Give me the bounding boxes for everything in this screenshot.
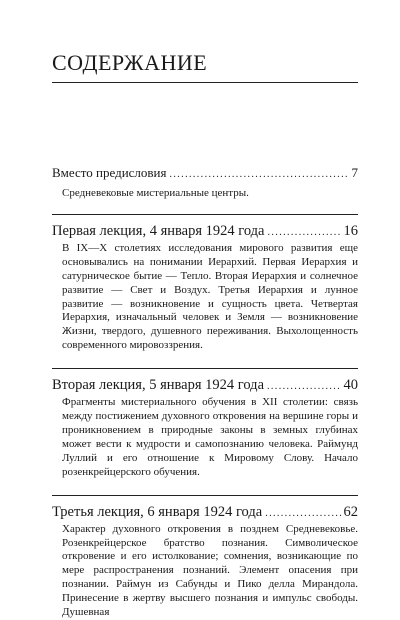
toc-entry-heading (52, 503, 358, 523)
page-title: СОДЕРЖАНИЕ (52, 50, 208, 75)
toc-entry-page-number: 16 (343, 222, 358, 239)
dot-leader (268, 223, 341, 242)
toc-entry-page-number: 62 (343, 503, 358, 520)
toc-entry-title: Вместо предисловия (52, 165, 167, 180)
toc-entry-title: Вторая лекция, 5 января 1924 года (52, 377, 264, 394)
dot-leader (265, 504, 340, 523)
toc-entry-lecture-1 (52, 214, 358, 353)
toc-entry-heading (52, 376, 358, 396)
table-of-contents (52, 164, 358, 620)
toc-entry-title: Первая лекция, 4 января 1924 года (52, 222, 265, 239)
toc-entry-heading (52, 164, 358, 183)
toc-entry-page-number: 40 (343, 377, 358, 394)
toc-entry-heading (52, 222, 358, 242)
toc-entry-summary: Фрагменты мистериального обучения в XII столетии: связь между постижением духовного откровения на вершине горы и проникновением в природные законы в земных глубинах может вести к мудрости и самопознанию человека. Раймунд Луллий и его отношение к Мировому Слову. Начало розенкрейцерского обучения. (62, 396, 358, 478)
toc-entry-lecture-2 (52, 368, 358, 479)
toc-entry-page-number: 7 (351, 165, 358, 180)
toc-entry-title: Третья лекция, 6 января 1924 года (52, 503, 263, 520)
toc-entry-summary: Средневековые мистериальные центры. (62, 187, 249, 199)
title-rule (52, 82, 358, 83)
toc-entry-lecture-3 (52, 495, 358, 620)
toc-entry-preface (52, 164, 358, 201)
toc-entry-summary: В IX—X столетиях исследования мирового развития еще основывались на понимании Иерархий. Первая Иерархия и сатурническое бытие — Тепло. Вторая Иерархия и солнечное развитие — Свет и Воздух. Третья Иерархия и лунное развитие — возникновение и сущность цвета. Четвертая Иерархия, изначальный человек и Земля — возникновение Жизни, твердого, душевного переживания. Выхолощенность современного мировоззрения. (62, 241, 358, 352)
toc-entry-summary: Характер духовного откровения в позднем Средневековье. Розенкрейцерское братство познания. Символическое откровение и его истолкование; сомнения, возникающие по мере распространения познаний. Элемент опасения при познании. Раймун из Сабунды и Пико делла Мирандола. Принесение в жертву высшего познания и импульс свободы. Душевная (62, 522, 358, 619)
dot-leader (267, 377, 341, 396)
dot-leader (169, 166, 348, 183)
